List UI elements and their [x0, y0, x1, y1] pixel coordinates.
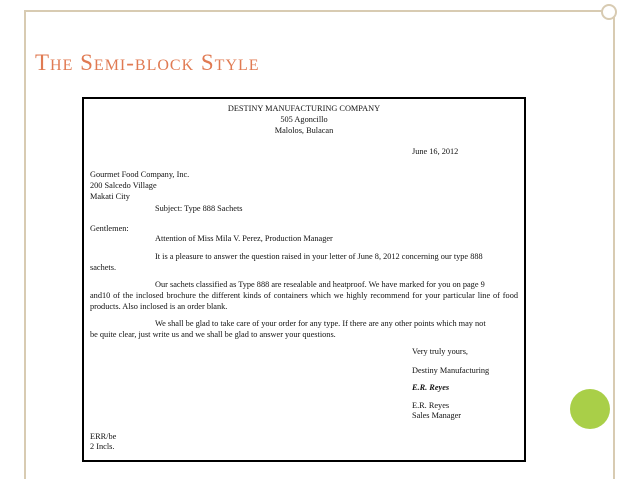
- paragraph1-continuation: sachets.: [90, 263, 117, 272]
- signature: E.R. Reyes: [412, 383, 450, 392]
- paragraph3-first-line: We shall be glad to take care of your order for any type. If there are any other points which may not: [155, 319, 486, 328]
- letter-date: June 16, 2012: [412, 147, 459, 156]
- letter-box: [82, 97, 526, 462]
- salutation: Gentlemen:: [90, 224, 129, 233]
- signer-name: E.R. Reyes: [412, 401, 450, 410]
- recipient-line1: Gourmet Food Company, Inc.: [90, 170, 190, 179]
- reference-initials: ERR/be: [90, 432, 117, 441]
- enclosure-notation: 2 Incls.: [90, 442, 115, 451]
- corner-dot: [601, 4, 617, 20]
- company-name: DESTINY MANUFACTURING COMPANY: [227, 104, 381, 113]
- signer-title: Sales Manager: [412, 411, 462, 420]
- complimentary-close: Very truly yours,: [412, 347, 468, 356]
- paragraph3-continuation: be quite clear, just write us and we shall be glad to answer your questions.: [90, 330, 336, 339]
- subject-line: Subject: Type 888 Sachets: [155, 204, 243, 213]
- company-address-line2: Malolos, Bulacan: [274, 126, 334, 135]
- paragraph2-first-line: Our sachets classified as Type 888 are resealable and heatproof. We have marked for you on page 9: [155, 280, 485, 289]
- slide-title: The Semi-block Style: [35, 50, 260, 75]
- recipient-line2: 200 Salcedo Village: [90, 181, 157, 190]
- slide-frame-right: [613, 10, 615, 479]
- recipient-line3: Makati City: [90, 192, 130, 201]
- slide-frame-top: [24, 10, 614, 12]
- decorative-green-circle: [570, 389, 610, 429]
- attention-line: Attention of Miss Mila V. Perez, Production Manager: [155, 234, 333, 243]
- paragraph2-continuation: and10 of the inclosed brochure the different kinds of containers which we highly recommend for your particular line of food products. Also inclosed is an order blank.: [90, 291, 518, 311]
- company-address-line1: 505 Agoncillo: [280, 115, 328, 124]
- slide-frame-left: [24, 10, 26, 479]
- paragraph1-first-line: It is a pleasure to answer the question raised in your letter of June 8, 2012 concerning our type 888: [155, 252, 483, 261]
- firm-name: Destiny Manufacturing: [412, 366, 490, 375]
